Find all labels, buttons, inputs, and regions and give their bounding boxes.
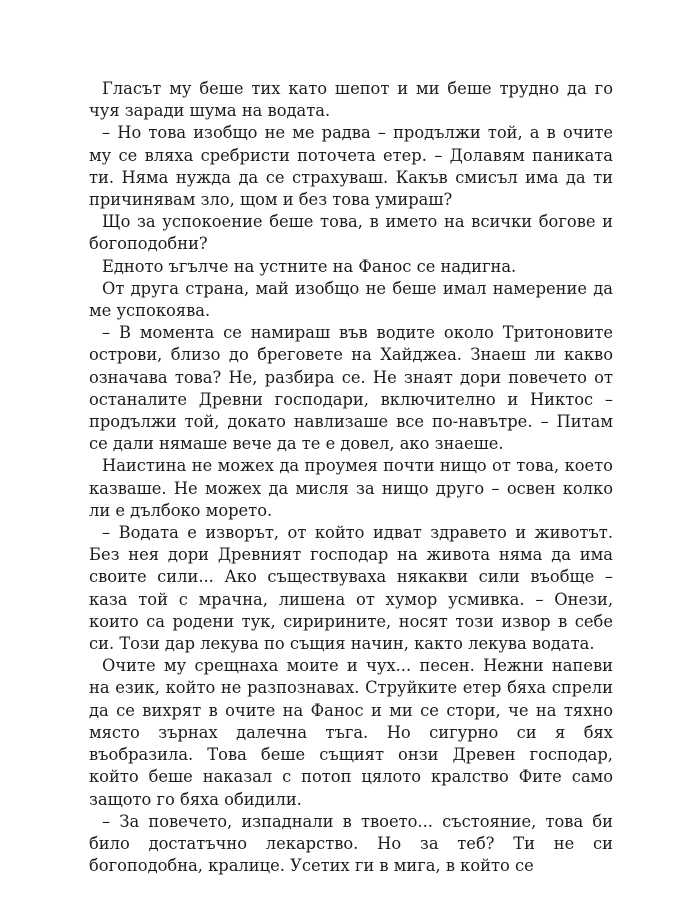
book-page-text	[89, 78, 613, 877]
paragraph: Що за успокоение беше това, в името на всички богове и богоподобни?	[89, 212, 613, 254]
paragraph: Гласът му беше тих като шепот и ми беше трудно да го чуя заради шума на водата.	[89, 79, 613, 121]
paragraph: От друга страна, май изобщо не беше имал намерение да ме успокоява.	[89, 278, 613, 321]
paragraph: – Водата е изворът, от който идват здравето и животът. Без нея дори Древният господар на живота няма да има своите сили... Ако съществуваха някакви сили въобще – каза той с мрачна, лишена от хумор усмивка. – Онези, които са родени тук, сиририните, носят този извор в себе си. Този дар лекува по същия начин, както лекува водата.	[89, 523, 613, 654]
paragraph: – В момента се намираш във водите около Тритоновите острови, близо до бреговете на Хайджеа. Знаеш ли какво означава това? Не, разбира се. Не знаят дори повечето от останалите Древни господари, включително и Никтос – продължи той, докато навлизаше все по-навътре. – Питам се дали нямаше вече да те е довел, ако знаеше.	[89, 323, 613, 454]
paragraph: Очите му срещнаха моите и чух... песен. Нежни напеви на език, който не разпознавах. Струйките етер бяха спрели да се вихрят в очите на Фанос и ми се стори, че на тяхно място зърнах далечна тъга. Но сигурно си я бях въобразила. Това беше същият онзи Древен господар, който беше наказал с потоп цялото кралство Фите само защото го бяха обидили.	[89, 656, 613, 809]
paragraph: – За повечето, изпаднали в твоето... състояние, това би било достатъчно лекарство. Но за теб? Ти не си богоподобна, кралице. Усетих ги в мига, в който се	[89, 811, 613, 876]
paragraph: Едното ъгълче на устните на Фанос се надигна.	[102, 256, 517, 276]
paragraph: Наистина не можех да проумея почти нищо от това, което казваше. Не можех да мисля за нищо друго – освен колко ли е дълбоко морето.	[89, 456, 613, 520]
paragraph: – Но това изобщо не ме радва – продължи той, а в очите му се вляха сребристи поточета етер. – Долавям паниката ти. Няма нужда да се страхуваш. Какъв смисъл има да ти причинявам зло, щом и без това умираш?	[89, 123, 613, 210]
